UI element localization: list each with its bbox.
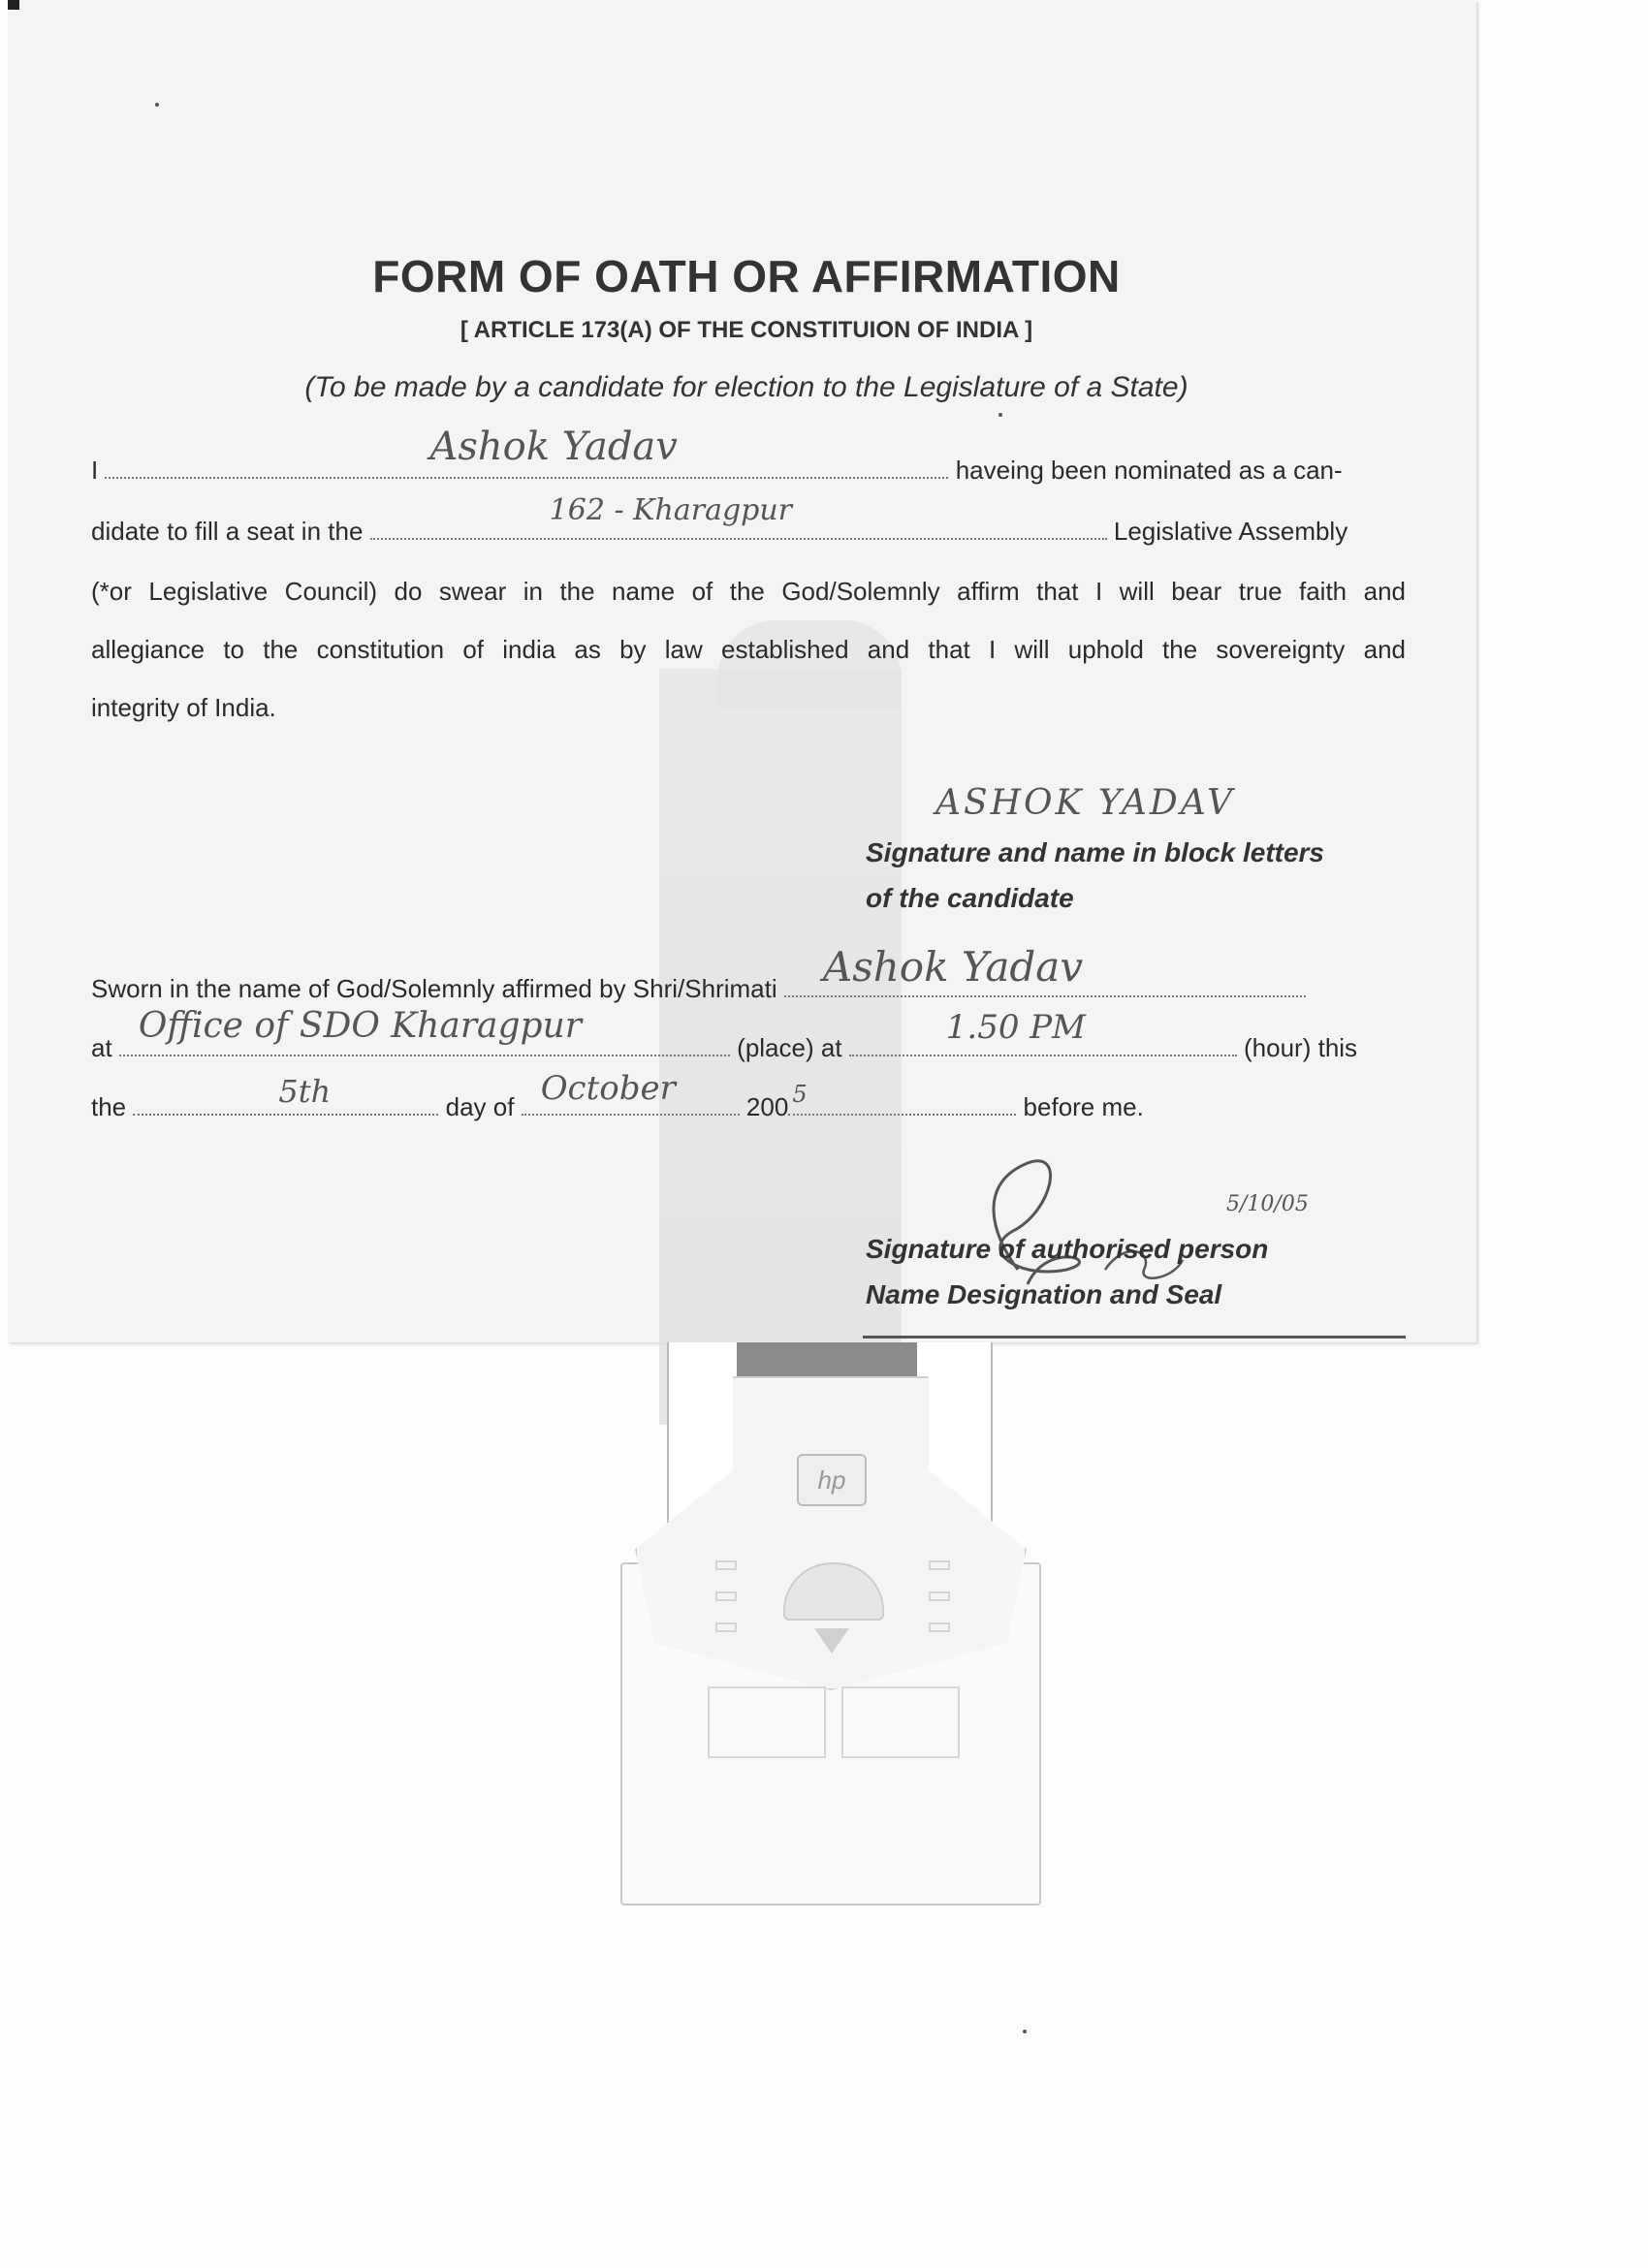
sworn-line-2-mid: (place) at [737, 1033, 842, 1062]
sworn-line-2-suffix: (hour) this [1244, 1033, 1358, 1062]
scan-edge-mark [8, 0, 19, 10]
sworn-line-3-year: 200 [745, 1092, 789, 1121]
constituency-field [370, 493, 1107, 540]
candidate-signature-label-2: of the candidate [866, 883, 1074, 913]
authorised-signature-label: Signature of authorised person [866, 1234, 1269, 1264]
down-arrow-icon [814, 1628, 849, 1654]
oath-line-3: (*or Legislative Council) do swear in the name of the God/Solemnly affirm that I will bear true faith and [91, 577, 1406, 606]
oath-line-1 [91, 425, 1406, 486]
handwritten-sworn-name: Ashok Yadav [822, 943, 1084, 991]
vent-icon [715, 1560, 737, 1654]
authorised-signature [960, 1124, 1270, 1299]
oath-line-2 [91, 493, 1406, 547]
handwritten-constituency: 162 - Kharagpur [549, 493, 793, 527]
sworn-line-2-prefix: at [91, 1033, 112, 1062]
form-title: FORM OF OATH OR AFFIRMATION [372, 251, 1121, 301]
handwritten-candidate-name: Ashok Yadav [429, 425, 678, 469]
oath-line-2-suffix: Legislative Assembly [1113, 517, 1348, 546]
scan-speck [155, 103, 159, 107]
handwritten-candidate-signature: ASHOK YADAV [935, 783, 1235, 823]
candidate-signature-label: Signature and name in block letters [866, 837, 1325, 867]
sworn-line-1-prefix: Sworn in the name of God/Solemnly affirmed by Shri/Shrimati [91, 974, 777, 1003]
form-bottom-rule [863, 1336, 1406, 1339]
handwritten-place: Office of SDO Kharagpur [138, 1006, 582, 1046]
card-slot-icon [841, 1686, 960, 1758]
handwritten-hour: 1.50 PM [945, 1008, 1086, 1047]
oath-line-1-suffix: haveing been nominated as a can- [955, 456, 1343, 485]
oath-line-2-prefix: didate to fill a seat in the [91, 517, 364, 546]
sworn-line-2 [91, 1006, 1406, 1063]
handwritten-year-digit: 5 [792, 1081, 808, 1108]
oath-line-4: allegiance to the constitution of india as by law established and that I will uphold the sovereignty and [91, 635, 1406, 664]
oath-line-5: integrity of India. [91, 693, 276, 722]
day-field [133, 1073, 438, 1116]
hour-field [849, 1008, 1237, 1056]
candidate-name-field [105, 425, 948, 479]
sworn-name-field [784, 943, 1306, 997]
year-field [788, 1081, 1016, 1116]
handwritten-day: 5th [278, 1073, 332, 1110]
sworn-line-3 [91, 1069, 1406, 1122]
sworn-line-3-prefix: the [91, 1092, 127, 1121]
handwritten-authorised-date: 5/10/05 [1226, 1192, 1309, 1216]
vent-icon [929, 1560, 950, 1654]
sworn-line-3-suffix: before me. [1023, 1092, 1144, 1121]
sworn-line-3-mid: day of [445, 1092, 515, 1121]
sworn-line-1 [91, 943, 1406, 1004]
form-instruction: (To be made by a candidate for election to the Legislature of a State) [304, 371, 1188, 403]
authorised-designation-label: Name Designation and Seal [866, 1279, 1222, 1309]
month-field [522, 1069, 740, 1116]
hp-logo-icon: hp [797, 1454, 867, 1506]
oath-line-1-prefix: I [91, 456, 99, 485]
place-field [119, 1006, 730, 1056]
card-slot-icon [708, 1686, 826, 1758]
handwritten-month: October [540, 1069, 676, 1108]
form-subtitle: [ ARTICLE 173(A) OF THE CONSTITUION OF INDIA ] [460, 317, 1033, 343]
scan-speck [998, 413, 1002, 417]
scan-speck [1023, 2030, 1027, 2033]
